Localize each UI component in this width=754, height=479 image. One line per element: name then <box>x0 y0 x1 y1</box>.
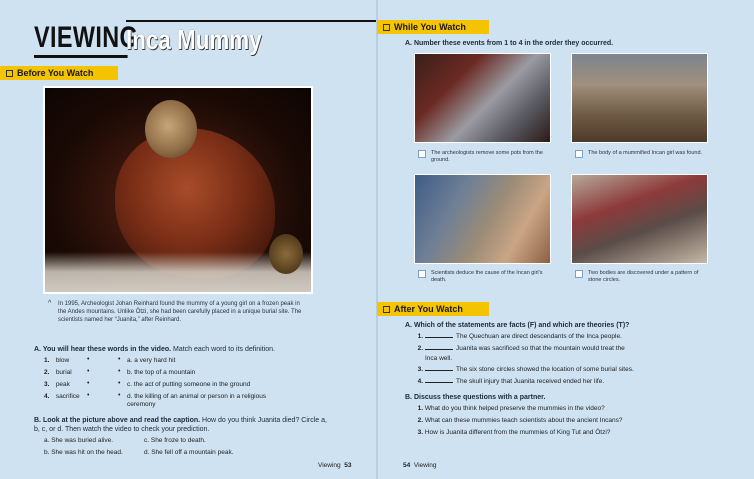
question-a-title: You will hear these words in the video. <box>42 346 172 353</box>
definition-c: c. the act of putting someone in the ground <box>127 381 251 388</box>
before-you-watch-banner <box>0 66 118 80</box>
while-you-watch-banner <box>377 20 489 34</box>
question-b-label: B. <box>34 417 41 424</box>
discuss-item-3: 3. How is Juanita different from the mummies of King Tut and Ötzi? <box>417 429 611 436</box>
right-page <box>377 0 754 479</box>
event-photo-scientists <box>414 174 551 264</box>
discuss-item-1: 1. What do you think helped preserve the mummies in the video? <box>417 405 605 412</box>
fact-item-1: 1. The Quechuan are direct descendants of the Inca people. <box>417 333 622 340</box>
fact-item-4: 4. The skull injury that Juanita received ended her life. <box>417 378 605 385</box>
choice-d[interactable]: d. She fell off a mountain peak. <box>144 449 234 456</box>
answer-blank-4[interactable] <box>425 382 453 383</box>
title-viewing: VIEWING <box>34 21 128 58</box>
question-a-instruction: Match each word to its definition. <box>173 346 275 353</box>
checkbox-icon <box>383 306 390 313</box>
while-question-a-title: Number these events from 1 to 4 in the order they occurred. <box>413 40 614 47</box>
event-caption-1: The archeologists remove some pots from the ground. <box>431 150 543 163</box>
event-caption-3: Scientists deduce the cause of the Incan girl’s death. <box>431 270 543 283</box>
fact-item-2: 2. Juanita was sacrificed so that the mountain would treat the <box>417 345 625 352</box>
answer-blank-3[interactable] <box>425 370 453 371</box>
checkbox-icon <box>383 24 390 31</box>
fact-item-2-continued: Inca well. <box>425 355 453 362</box>
match-word-3: 3. peak <box>44 381 70 388</box>
facts-question-label: A. <box>405 322 412 329</box>
after-banner-label: After You Watch <box>394 304 463 314</box>
after-you-watch-banner <box>377 302 489 316</box>
definition-b: b. the top of a mountain <box>127 369 196 376</box>
match-dot-def-d[interactable]: • <box>118 392 121 399</box>
discuss-question-label: B. <box>405 394 412 401</box>
answer-blank-2[interactable] <box>425 349 453 350</box>
choice-b[interactable]: b. She was hit on the head. <box>44 449 123 456</box>
while-question-a-heading <box>405 39 735 48</box>
photo-caption-text: In 1995, Archeologist Johan Reinhard found the mummy of a young girl on a frozen peak in the Andes mountains. Unlike Ötzi, she had been carefully placed in a unique burial site. The scientists named her “Juanita,” after Reinhard. <box>58 301 302 323</box>
discuss-question-title: Discuss these questions with a partner. <box>413 394 546 401</box>
fact-item-3: 3. The six stone circles showed the location of some burial sites. <box>417 366 634 373</box>
while-banner-label: While You Watch <box>394 22 466 32</box>
choice-c[interactable]: c. She froze to death. <box>144 437 206 444</box>
question-a-label: A. <box>34 346 41 353</box>
match-dot-word-3[interactable]: • <box>87 380 90 387</box>
event-photo-two-bodies <box>571 174 708 264</box>
before-banner-label: Before You Watch <box>17 68 94 78</box>
inca-mummy-photo <box>43 86 313 294</box>
match-word-2: 2. burial <box>44 369 72 376</box>
match-dot-def-a[interactable]: • <box>118 356 121 363</box>
event-photo-pots <box>414 53 551 143</box>
checkbox-icon <box>6 70 13 77</box>
question-b-heading <box>34 416 334 434</box>
event-number-box-2[interactable] <box>575 150 583 158</box>
event-number-box-1[interactable] <box>418 150 426 158</box>
folio-left: Viewing 53 <box>318 462 352 469</box>
match-dot-word-2[interactable]: • <box>87 368 90 375</box>
mummy-head-shape <box>145 100 197 158</box>
event-caption-2: The body of a mummified Incan girl was found. <box>588 150 703 156</box>
event-number-box-3[interactable] <box>418 270 426 278</box>
match-word-4: 4. sacrifice <box>44 393 80 400</box>
while-question-a-label: A. <box>405 40 412 47</box>
page-title <box>34 16 262 58</box>
photo-caption <box>48 300 308 324</box>
event-photo-mummy-found <box>571 53 708 143</box>
match-word-1: 1. blow <box>44 357 70 364</box>
match-dot-word-1[interactable]: • <box>87 356 90 363</box>
definition-a: a. a very hard hit <box>127 357 176 364</box>
title-inca-mummy: Inca Mummy <box>126 24 262 55</box>
event-caption-4: Two bodies are discovered under a pattern of stone circles. <box>588 270 699 283</box>
discuss-question-heading <box>405 393 735 402</box>
title-rule <box>126 20 376 22</box>
caret-up-icon: ^ <box>48 300 52 307</box>
match-dot-def-b[interactable]: • <box>118 368 121 375</box>
question-b-instruction: How do you think Juanita died? Circle a, b, c, or d. Then watch the video to check your prediction. <box>34 417 327 433</box>
match-dot-word-4[interactable]: • <box>87 392 90 399</box>
discuss-item-2: 2. What can these mummies teach scientists about the ancient Incans? <box>417 417 623 424</box>
answer-blank-1[interactable] <box>425 337 453 338</box>
facts-question-title: Which of the statements are facts (F) and which are theories (T)? <box>413 322 630 329</box>
match-dot-def-c[interactable]: • <box>118 380 121 387</box>
definition-d: d. the killing of an animal or person in a religious ceremony <box>127 393 267 408</box>
question-b-title: Look at the picture above and read the caption. <box>42 417 201 424</box>
event-number-box-4[interactable] <box>575 270 583 278</box>
folio-right: 54 Viewing <box>403 462 437 469</box>
choice-a[interactable]: a. She was buried alive. <box>44 437 114 444</box>
bag-shape <box>269 234 303 274</box>
facts-question-heading <box>405 321 735 330</box>
question-a-heading <box>34 345 354 354</box>
